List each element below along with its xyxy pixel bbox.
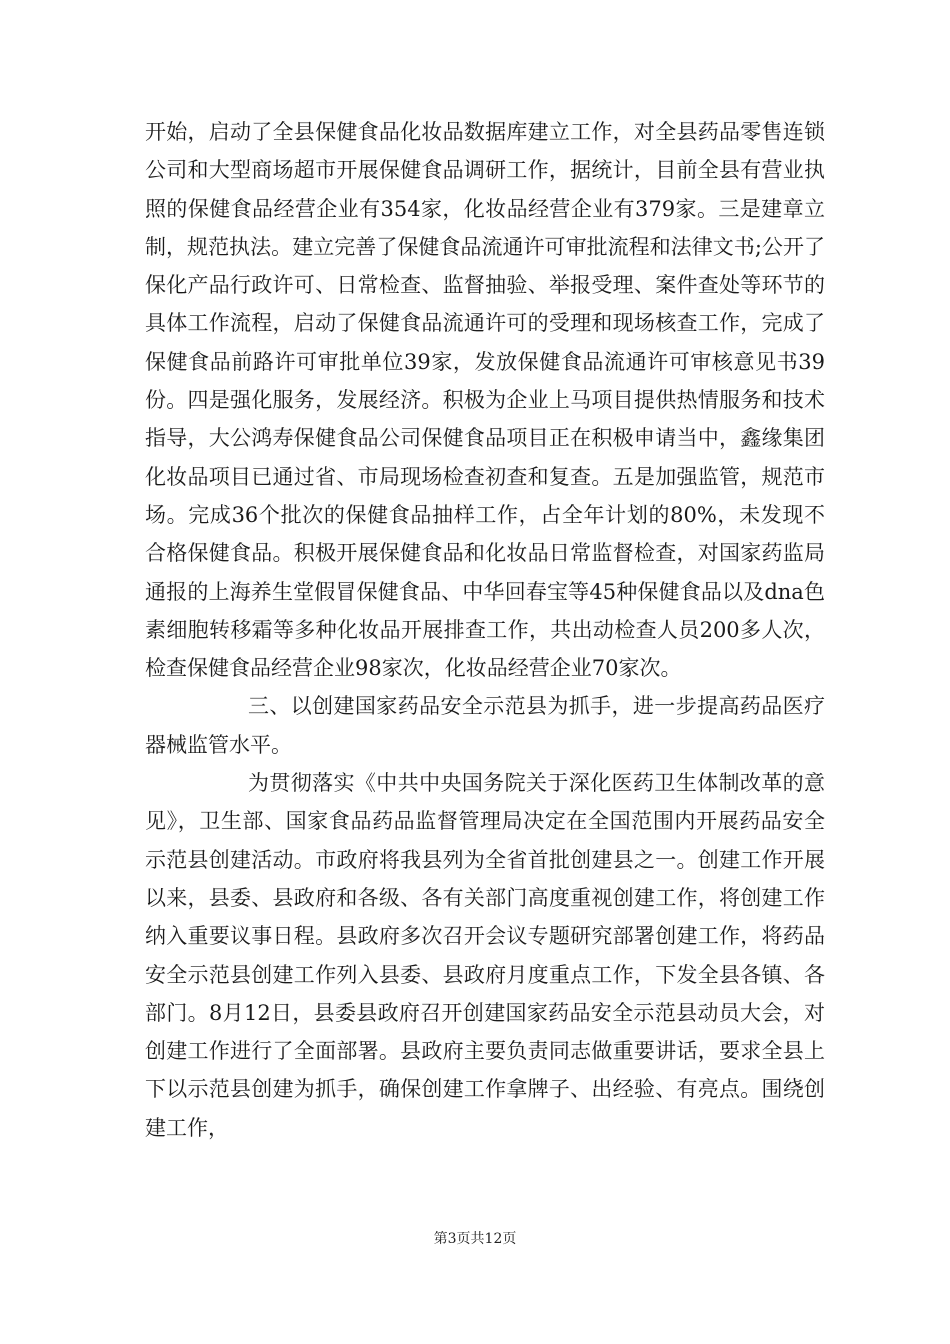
page-number-footer — [0, 1228, 950, 1248]
paragraph-body: 为贯彻落实《中共中央国务院关于深化医药卫生体制改革的意见》，卫生部、国家食品药品监督管理局决定在全国范围内开展药品安全示范县创建活动。市政府将我县列为全省首批创建县之一。创建工作开展以来，县委、县政府和各级、各有关部门高度重视创建工作，将创建工作纳入重要议事日程。县政府多次召开会议专题研究部署创建工作，将药品安全示范县创建工作列入县委、县政府月度重点工作，下发全县各镇、各部门。8月12日，县委县政府召开创建国家药品安全示范县动员大会，对创建工作进行了全面部署。县政府主要负责同志做重要讲话，要求全县上下以示范县创建为抓手，确保创建工作拿牌子、出经验、有亮点。围绕创建工作， — [145, 771, 825, 1140]
page-number: 第3页共12页 — [433, 1231, 517, 1247]
section-heading: 三、以创建国家药品安全示范县为抓手，进一步提高药品医疗器械监管水平。 — [145, 694, 825, 757]
paragraph-continuation: 开始，启动了全县保健食品化妆品数据库建立工作，对全县药品零售连锁公司和大型商场超市开展保健食品调研工作，据统计，目前全县有营业执照的保健食品经营企业有354家，化妆品经营企业有379家。三是建章立制，规范执法。建立完善了保健食品流通许可审批流程和法律文书;公开了保化产品行政许可、日常检查、监督抽验、举报受理、案件查处等环节的具体工作流程，启动了保健食品流通许可的受理和现场核查工作，完成了保健食品前路许可审批单位39家，发放保健食品流通许可审核意见书39份。四是强化服务，发展经济。积极为企业上马项目提供热情服务和技术指导，大公鸿寿保健食品公司保健食品项目正在积极申请当中，鑫缘集团化妆品项目已通过省、市局现场检查初查和复查。五是加强监管，规范市场。完成36个批次的保健食品抽样工作，占全年计划的80%，未发现不合格保健食品。积极开展保健食品和化妆品日常监督检查，对国家药监局通报的上海养生堂假冒保健食品、中华回春宝等45种保健食品以及dna色素细胞转移霜等多种化妆品开展排查工作，共出动检查人员200多人次，检查保健食品经营企业98家次，化妆品经营企业70家次。 — [145, 120, 825, 681]
document-body — [145, 113, 825, 1147]
